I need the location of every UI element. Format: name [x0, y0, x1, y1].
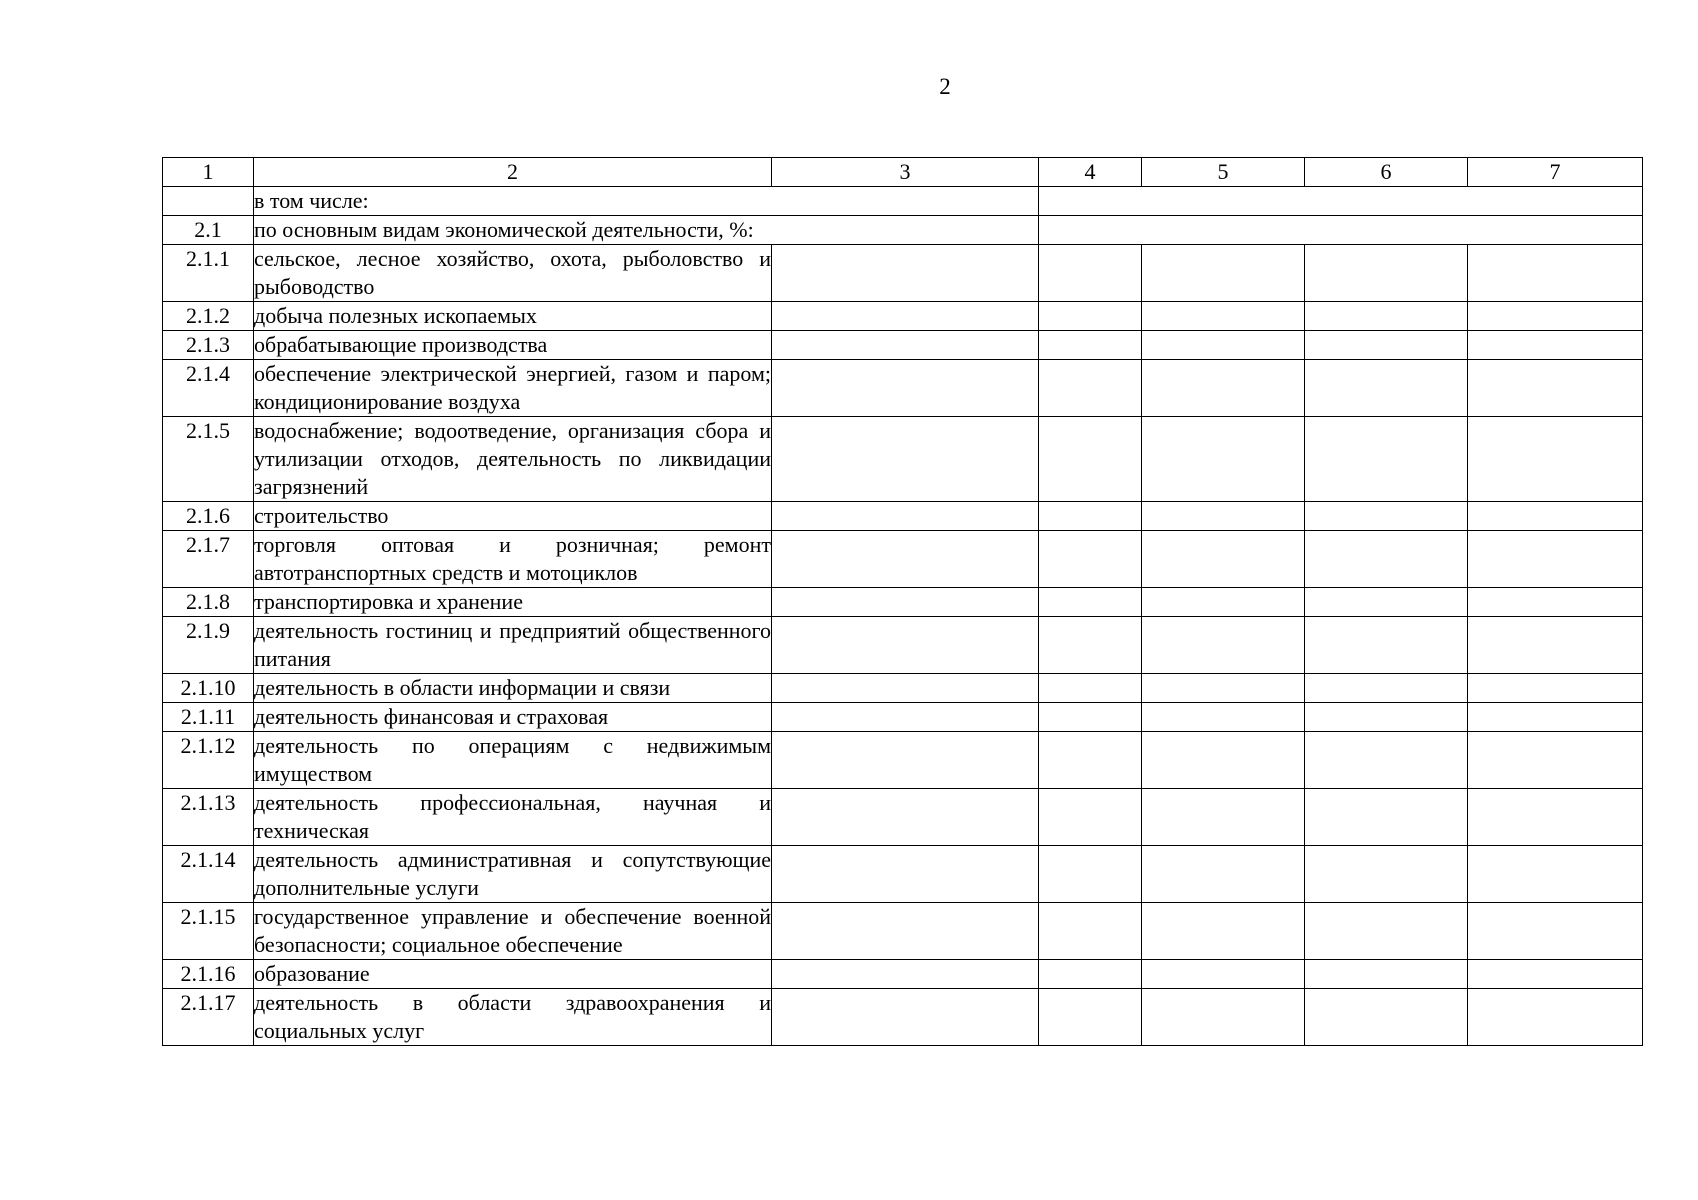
row-number: 2.1.16 [163, 960, 254, 989]
value-cell-col-7 [1468, 617, 1643, 674]
value-cell-col-7 [1468, 245, 1643, 302]
value-cell-col-3 [772, 502, 1039, 531]
column-header-5: 5 [1142, 158, 1305, 187]
value-cell-col-3 [772, 732, 1039, 789]
table-row [163, 531, 1643, 588]
value-cell-col-7 [1468, 732, 1643, 789]
row-number: 2.1.17 [163, 989, 254, 1046]
header-row [163, 158, 1643, 187]
value-cell-col-6 [1305, 302, 1468, 331]
value-cell-col-3 [772, 588, 1039, 617]
value-cell-col-5 [1142, 732, 1305, 789]
value-cell-col-5 [1142, 417, 1305, 502]
value-cell-col-5 [1142, 703, 1305, 732]
value-cell-col-3 [772, 846, 1039, 903]
table-row [163, 331, 1643, 360]
value-cell-col-4 [1039, 732, 1142, 789]
value-cell-col-3 [772, 989, 1039, 1046]
row-label: государственное управление и обеспечение военной безопасности; социальное обеспечение [254, 903, 772, 960]
value-cell-col-3 [772, 245, 1039, 302]
value-cell-col-6 [1305, 360, 1468, 417]
row-label: деятельность финансовая и страховая [254, 703, 772, 732]
value-cell-col-6 [1305, 960, 1468, 989]
value-cell-col-5 [1142, 903, 1305, 960]
column-header-6: 6 [1305, 158, 1468, 187]
value-cell-col-6 [1305, 732, 1468, 789]
row-number [163, 187, 254, 216]
value-cell-col-7 [1468, 674, 1643, 703]
row-label: по основным видам экономической деятельности, %: [254, 216, 1039, 245]
table-row [163, 846, 1643, 903]
value-cell-col-6 [1305, 502, 1468, 531]
column-header-1: 1 [163, 158, 254, 187]
merged-value-cell [1039, 187, 1643, 216]
value-cell-col-6 [1305, 703, 1468, 732]
value-cell-col-5 [1142, 360, 1305, 417]
table-row [163, 960, 1643, 989]
value-cell-col-4 [1039, 703, 1142, 732]
table-row [163, 617, 1643, 674]
value-cell-col-6 [1305, 531, 1468, 588]
value-cell-col-5 [1142, 789, 1305, 846]
value-cell-col-4 [1039, 331, 1142, 360]
value-cell-col-5 [1142, 502, 1305, 531]
value-cell-col-6 [1305, 903, 1468, 960]
value-cell-col-7 [1468, 531, 1643, 588]
row-label: торговля оптовая и розничная; ремонт автотранспортных средств и мотоциклов [254, 531, 772, 588]
table-row [163, 674, 1643, 703]
value-cell-col-6 [1305, 989, 1468, 1046]
value-cell-col-3 [772, 617, 1039, 674]
value-cell-col-6 [1305, 617, 1468, 674]
row-number: 2.1.15 [163, 903, 254, 960]
row-number: 2.1.2 [163, 302, 254, 331]
row-label: транспортировка и хранение [254, 588, 772, 617]
value-cell-col-4 [1039, 502, 1142, 531]
row-number: 2.1.14 [163, 846, 254, 903]
value-cell-col-7 [1468, 989, 1643, 1046]
table-row [163, 789, 1643, 846]
row-label: деятельность по операциям с недвижимым имуществом [254, 732, 772, 789]
row-label: обеспечение электрической энергией, газом и паром; кондиционирование воздуха [254, 360, 772, 417]
value-cell-col-5 [1142, 989, 1305, 1046]
row-label: образование [254, 960, 772, 989]
table-row [163, 703, 1643, 732]
table-row [163, 588, 1643, 617]
row-number: 2.1.6 [163, 502, 254, 531]
table-row [163, 502, 1643, 531]
column-header-3: 3 [772, 158, 1039, 187]
value-cell-col-7 [1468, 502, 1643, 531]
value-cell-col-4 [1039, 302, 1142, 331]
value-cell-col-3 [772, 703, 1039, 732]
value-cell-col-6 [1305, 245, 1468, 302]
row-number: 2.1.10 [163, 674, 254, 703]
row-label: строительство [254, 502, 772, 531]
value-cell-col-7 [1468, 588, 1643, 617]
row-number: 2.1.12 [163, 732, 254, 789]
table-row [163, 732, 1643, 789]
value-cell-col-7 [1468, 846, 1643, 903]
value-cell-col-5 [1142, 245, 1305, 302]
value-cell-col-4 [1039, 989, 1142, 1046]
value-cell-col-3 [772, 531, 1039, 588]
intro-row-activity-types [163, 216, 1643, 245]
value-cell-col-7 [1468, 417, 1643, 502]
value-cell-col-5 [1142, 674, 1305, 703]
value-cell-col-4 [1039, 245, 1142, 302]
value-cell-col-6 [1305, 588, 1468, 617]
table-row [163, 417, 1643, 502]
table-row [163, 302, 1643, 331]
value-cell-col-6 [1305, 846, 1468, 903]
row-number: 2.1.3 [163, 331, 254, 360]
row-number: 2.1 [163, 216, 254, 245]
value-cell-col-3 [772, 331, 1039, 360]
column-header-2: 2 [254, 158, 772, 187]
table-row [163, 989, 1643, 1046]
value-cell-col-3 [772, 903, 1039, 960]
row-label: деятельность в области здравоохранения и социальных услуг [254, 989, 772, 1046]
row-label: обрабатывающие производства [254, 331, 772, 360]
column-header-4: 4 [1039, 158, 1142, 187]
table-row [163, 903, 1643, 960]
value-cell-col-3 [772, 417, 1039, 502]
row-label: сельское, лесное хозяйство, охота, рыболовство и рыбоводство [254, 245, 772, 302]
row-label: добыча полезных ископаемых [254, 302, 772, 331]
value-cell-col-5 [1142, 302, 1305, 331]
row-number: 2.1.1 [163, 245, 254, 302]
value-cell-col-4 [1039, 360, 1142, 417]
value-cell-col-4 [1039, 903, 1142, 960]
value-cell-col-6 [1305, 789, 1468, 846]
row-label: деятельность гостиниц и предприятий общественного питания [254, 617, 772, 674]
value-cell-col-7 [1468, 331, 1643, 360]
value-cell-col-3 [772, 674, 1039, 703]
value-cell-col-5 [1142, 331, 1305, 360]
indicators-table [162, 157, 1643, 1046]
row-label: деятельность профессиональная, научная и техническая [254, 789, 772, 846]
row-label: деятельность административная и сопутствующие дополнительные услуги [254, 846, 772, 903]
value-cell-col-7 [1468, 903, 1643, 960]
row-number: 2.1.5 [163, 417, 254, 502]
value-cell-col-4 [1039, 588, 1142, 617]
row-number: 2.1.4 [163, 360, 254, 417]
value-cell-col-7 [1468, 960, 1643, 989]
value-cell-col-5 [1142, 531, 1305, 588]
value-cell-col-5 [1142, 617, 1305, 674]
table-row [163, 360, 1643, 417]
value-cell-col-4 [1039, 960, 1142, 989]
value-cell-col-6 [1305, 674, 1468, 703]
value-cell-col-3 [772, 302, 1039, 331]
row-number: 2.1.13 [163, 789, 254, 846]
row-label: водоснабжение; водоотведение, организация сбора и утилизации отходов, деятельность по ликвидации загрязнений [254, 417, 772, 502]
merged-value-cell [1039, 216, 1643, 245]
value-cell-col-3 [772, 960, 1039, 989]
value-cell-col-6 [1305, 417, 1468, 502]
row-label: в том числе: [254, 187, 1039, 216]
intro-row-subtotal [163, 187, 1643, 216]
row-number: 2.1.8 [163, 588, 254, 617]
row-number: 2.1.7 [163, 531, 254, 588]
row-number: 2.1.9 [163, 617, 254, 674]
value-cell-col-7 [1468, 302, 1643, 331]
row-label: деятельность в области информации и связи [254, 674, 772, 703]
value-cell-col-7 [1468, 789, 1643, 846]
value-cell-col-7 [1468, 703, 1643, 732]
value-cell-col-3 [772, 789, 1039, 846]
value-cell-col-4 [1039, 789, 1142, 846]
value-cell-col-4 [1039, 617, 1142, 674]
value-cell-col-7 [1468, 360, 1643, 417]
value-cell-col-6 [1305, 331, 1468, 360]
table-row [163, 245, 1643, 302]
value-cell-col-4 [1039, 531, 1142, 588]
value-cell-col-4 [1039, 846, 1142, 903]
value-cell-col-5 [1142, 588, 1305, 617]
value-cell-col-3 [772, 360, 1039, 417]
value-cell-col-5 [1142, 846, 1305, 903]
value-cell-col-4 [1039, 417, 1142, 502]
value-cell-col-5 [1142, 960, 1305, 989]
page-number: 2 [939, 74, 951, 99]
row-number: 2.1.11 [163, 703, 254, 732]
column-header-7: 7 [1468, 158, 1643, 187]
value-cell-col-4 [1039, 674, 1142, 703]
